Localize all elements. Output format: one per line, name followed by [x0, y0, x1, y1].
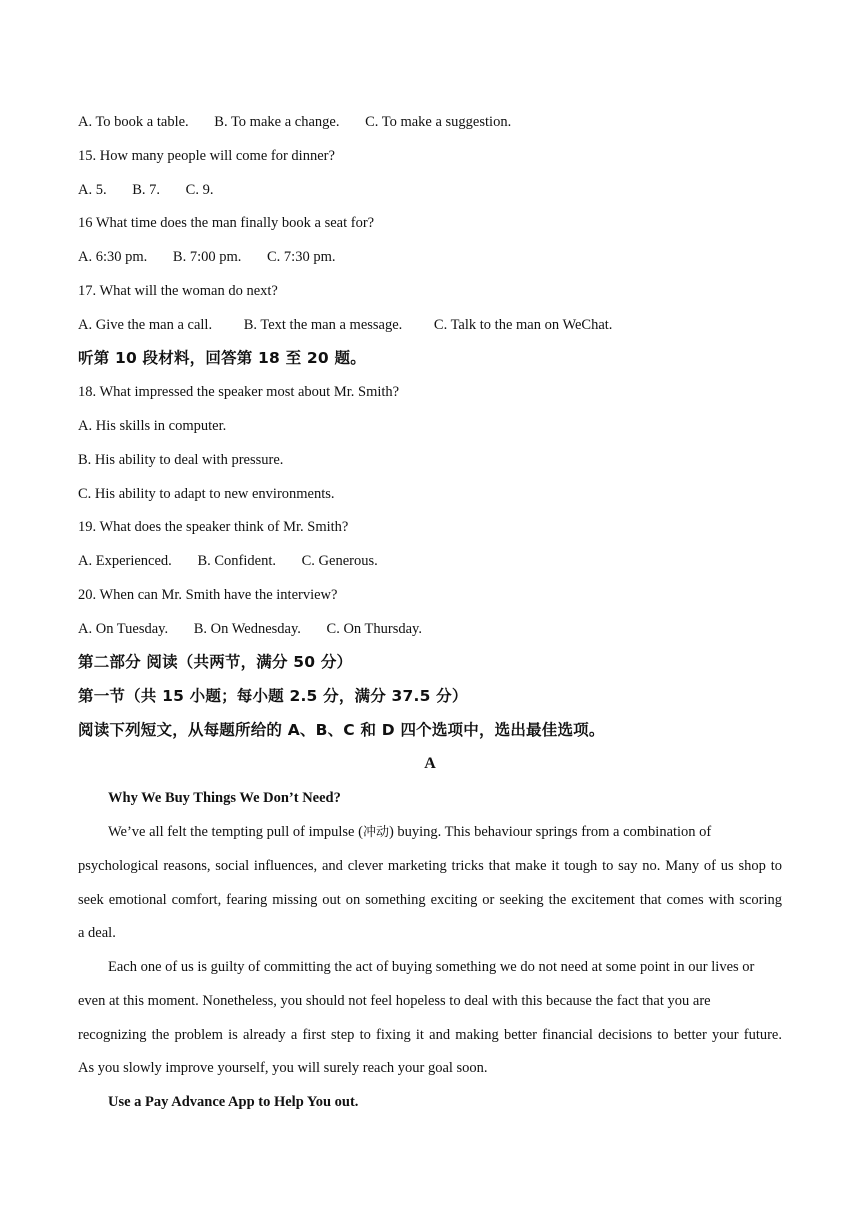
q20-option-c: C. On Thursday.	[326, 621, 422, 637]
paragraph-1-line-4: a deal.	[78, 925, 116, 941]
paragraph-1-line-2: psychological reasons, social influences, and clever marketing tricks that make it tough to say no. Many of us shop to	[78, 858, 782, 874]
q18-option-b: B. His ability to deal with pressure.	[78, 452, 284, 468]
paragraph-2-line-3: recognizing the problem is already a first step to fixing it and making better financial decisions to better your future.	[78, 1027, 782, 1043]
paragraph-1-line-1	[108, 822, 782, 843]
p1-text-start: We’ve all felt the tempting pull of impulse (	[108, 824, 363, 840]
q20-question: 20. When can Mr. Smith have the interview?	[78, 587, 338, 603]
q16-option-b: B. 7:00 pm.	[172, 249, 242, 265]
q17-option-c: C. Talk to the man on WeChat.	[433, 317, 613, 333]
q15-question: 15. How many people will come for dinner?	[78, 148, 335, 164]
q15-option-b: B. 7.	[132, 182, 161, 198]
passage-letter: A	[424, 755, 436, 772]
q20-options	[78, 619, 782, 639]
q18-option-a: A. His skills in computer.	[78, 418, 227, 434]
q15-option-c: C. 9.	[185, 182, 214, 198]
q20-option-a: A. On Tuesday.	[78, 621, 169, 637]
section1-heading: 第一节（共 15 小题；每小题 2.5 分，满分 37.5 分）	[78, 687, 468, 705]
q17-options	[78, 315, 782, 335]
q18-question: 18. What impressed the speaker most about Mr. Smith?	[78, 384, 400, 400]
q17-option-b: B. Text the man a message.	[243, 317, 403, 333]
section10-heading: 听第 10 段材料，回答第 18 至 20 题。	[78, 349, 366, 367]
q19-option-c: C. Generous.	[301, 553, 378, 569]
q18-option-c: C. His ability to adapt to new environments.	[78, 486, 335, 502]
p1-cjk-term: 冲动	[362, 825, 389, 840]
q16-options	[78, 247, 782, 267]
paragraph-2-line-2: even at this moment. Nonetheless, you should not feel hopeless to deal with this because the fact that you are	[78, 993, 711, 1009]
q16-question: 16 What time does the man finally book a seat for?	[78, 215, 375, 231]
q14-option-b: B. To make a change.	[214, 114, 340, 130]
p1-text-end: ) buying. This behaviour springs from a combination of	[388, 824, 712, 840]
q14-option-c: C. To make a suggestion.	[365, 114, 512, 130]
q14-option-a: A. To book a table.	[78, 114, 189, 130]
part2-heading: 第二部分 阅读（共两节，满分 50 分）	[78, 653, 353, 671]
reading-instructions: 阅读下列短文，从每题所给的 A、B、C 和 D 四个选项中，选出最佳选项。	[78, 721, 605, 739]
q19-question: 19. What does the speaker think of Mr. Smith?	[78, 519, 349, 535]
q20-option-b: B. On Wednesday.	[193, 621, 301, 637]
q17-option-a: A. Give the man a call.	[78, 317, 213, 333]
q19-option-b: B. Confident.	[197, 553, 276, 569]
q19-option-a: A. Experienced.	[78, 553, 172, 569]
passage-subtitle-2: Use a Pay Advance App to Help You out.	[108, 1094, 359, 1110]
q16-option-a: A. 6:30 pm.	[78, 249, 148, 265]
q16-option-c: C. 7:30 pm.	[267, 249, 336, 265]
passage-subtitle-1: Why We Buy Things We Don’t Need?	[108, 790, 341, 806]
q15-option-a: A. 5.	[78, 182, 107, 198]
q19-options	[78, 551, 782, 571]
paragraph-1-line-3: seek emotional comfort, fearing missing out on something exciting or seeking the excitement that comes with scoring	[78, 892, 782, 908]
paragraph-2-line-4: As you slowly improve yourself, you will surely reach your goal soon.	[78, 1060, 488, 1076]
paragraph-2-line-1: Each one of us is guilty of committing the act of buying something we do not need at some point in our lives or	[108, 959, 755, 975]
q15-options	[78, 180, 782, 200]
q14-options	[78, 112, 782, 132]
q17-question: 17. What will the woman do next?	[78, 283, 278, 299]
